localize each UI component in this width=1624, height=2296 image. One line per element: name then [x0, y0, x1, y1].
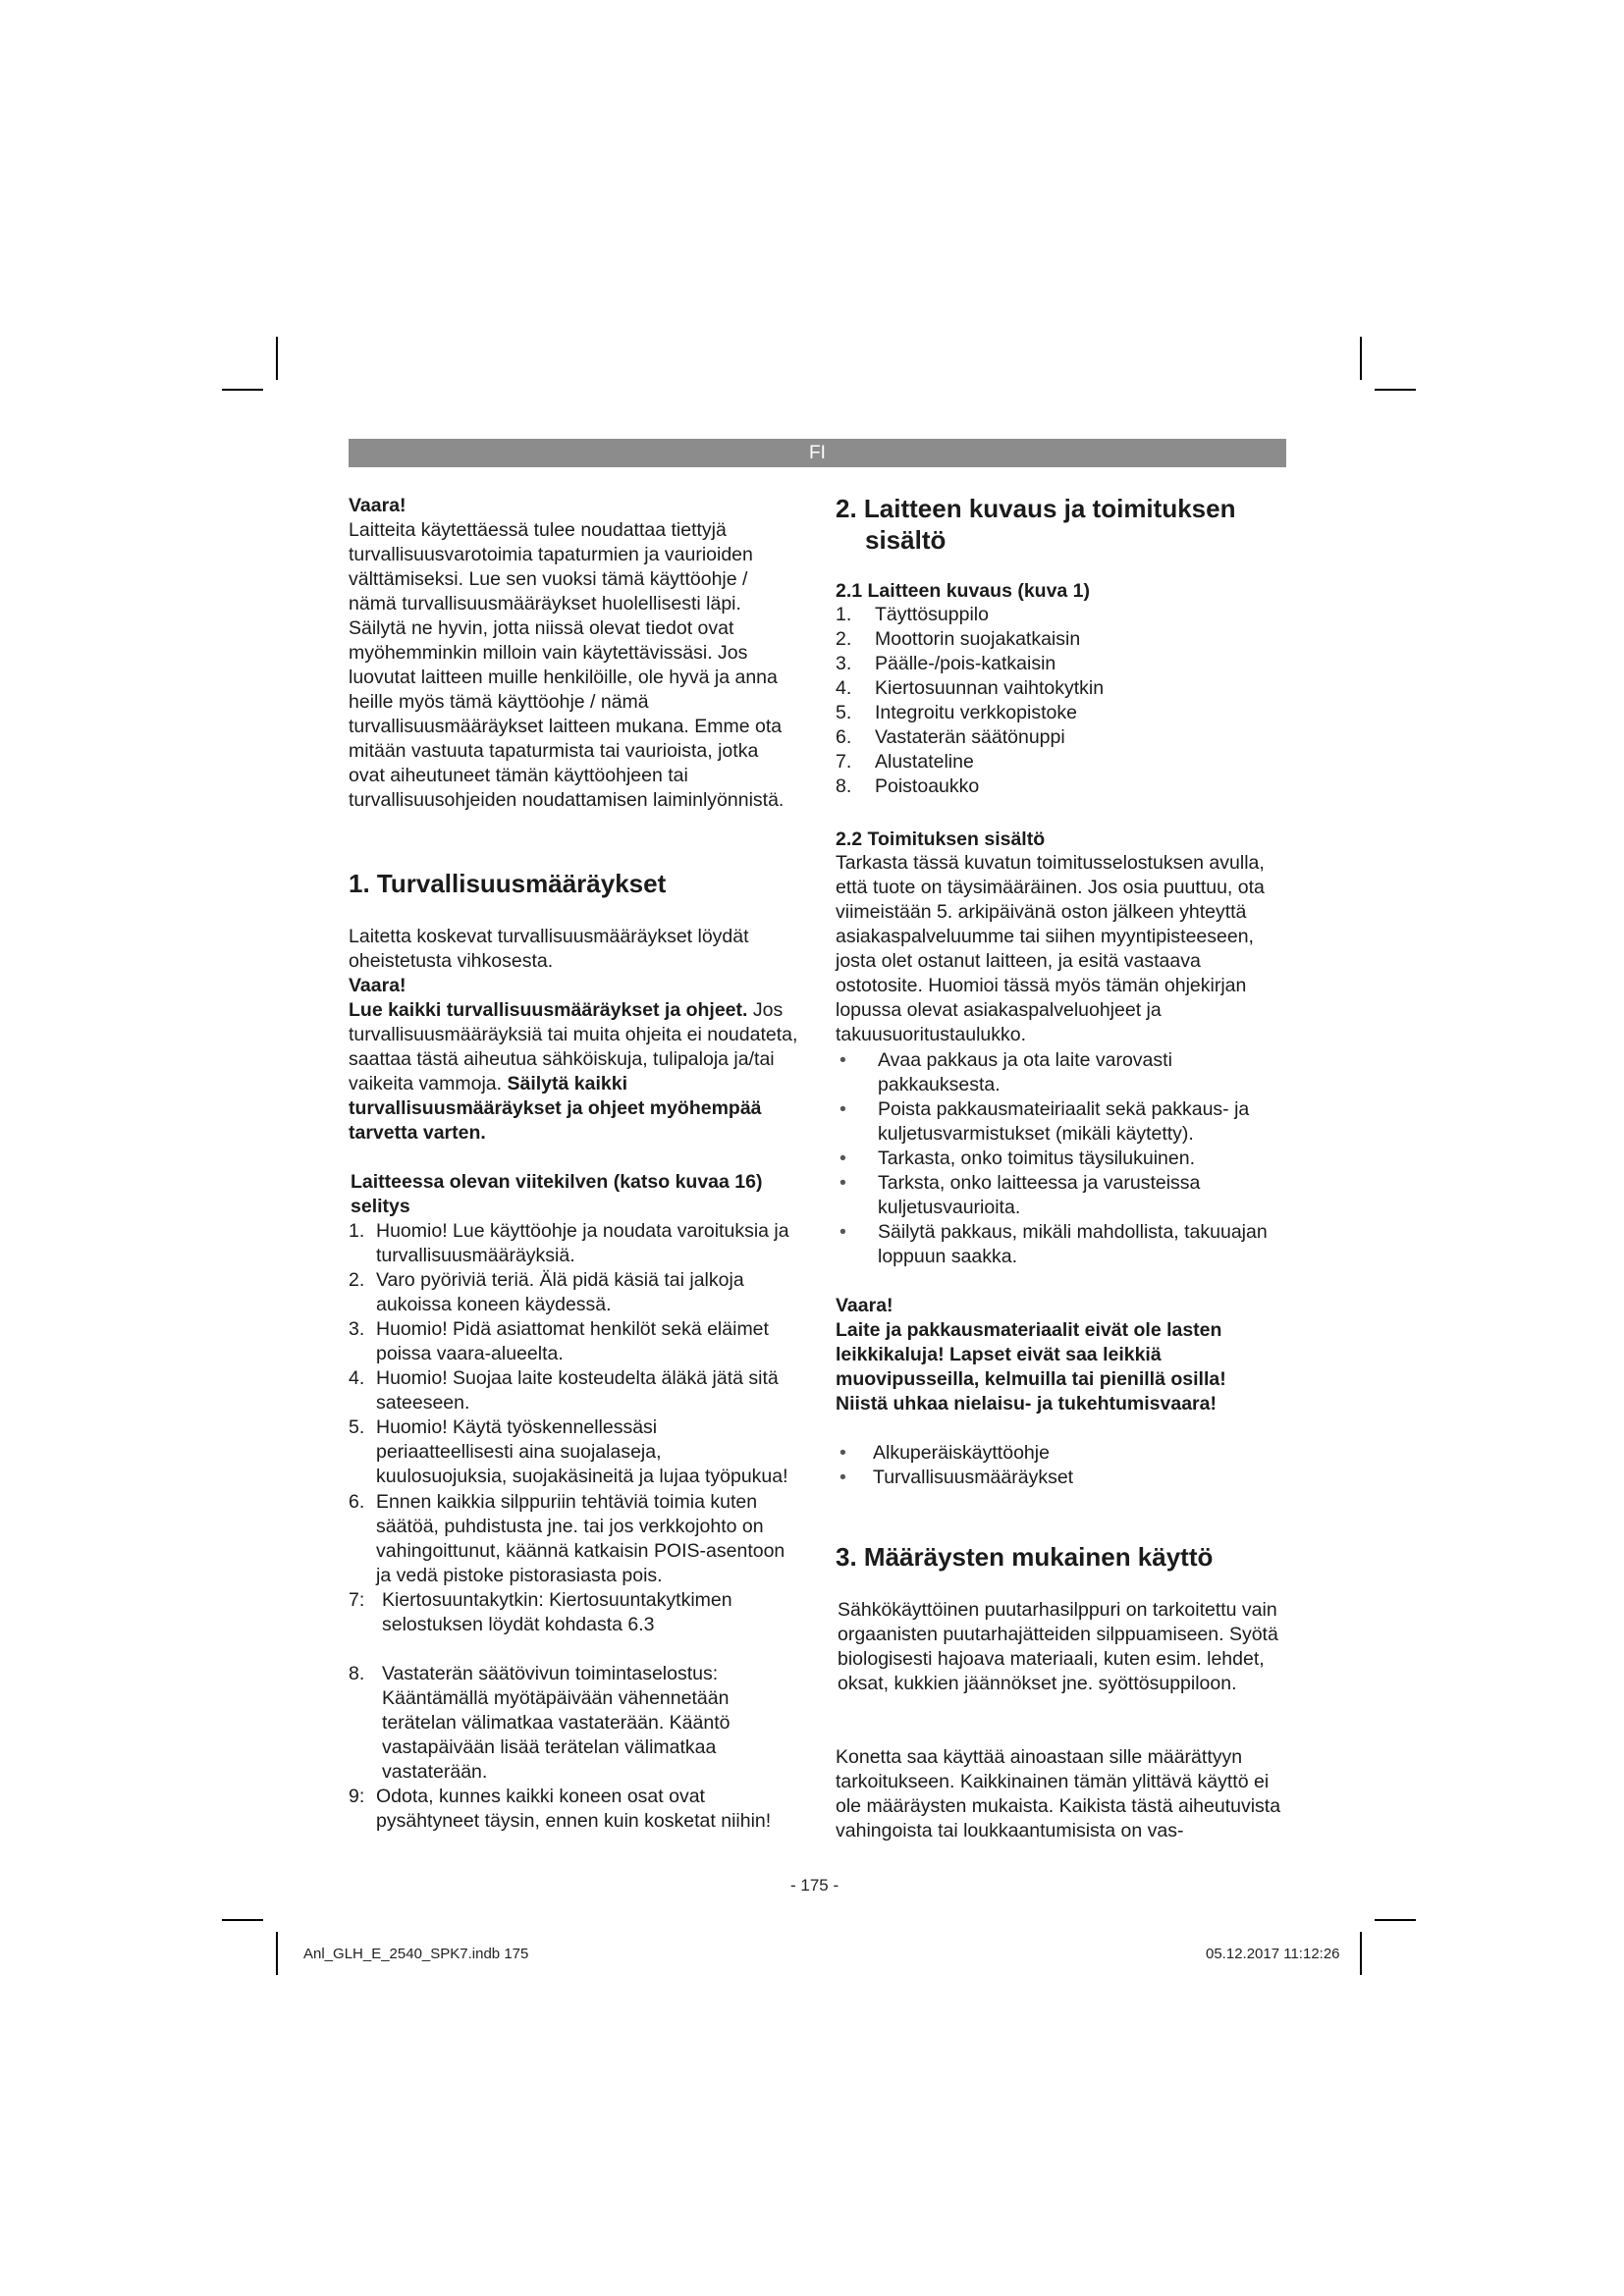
subsection-2-2-title: 2.2 Toimituksen sisältö — [836, 828, 1046, 850]
crop-mark — [1360, 1932, 1362, 1975]
crop-mark — [1360, 337, 1362, 380]
bullet-icon: • — [839, 1148, 846, 1169]
part-text: Alustateline — [875, 751, 974, 773]
warning-text: Jos turvallisuusmääräyksiä tai muita ohjeita ei noudateta, saattaa tästä aiheutua sähköiskuja, tulipaloja ja/tai vaikeita vammoja. — [349, 999, 798, 1095]
bullet-item — [836, 1097, 1282, 1147]
section-3-title: 3. Määräysten mukainen käyttö — [836, 1542, 1214, 1572]
label-text: Varo pyöriviä teriä. Älä pidä käsiä tai jalkoja aukoissa koneen käydessä. — [376, 1269, 744, 1315]
doc-item — [836, 1466, 1282, 1490]
part-number: 3. — [836, 653, 852, 674]
language-code: FI — [809, 443, 826, 463]
crop-mark — [222, 389, 263, 391]
label-number: 3. — [349, 1318, 365, 1340]
label-item — [349, 1219, 795, 1268]
bullet-icon: • — [839, 1467, 846, 1488]
section-1-intro: Laitetta koskevat turvallisuusmääräykset löydät oheistetusta vihkosesta. — [349, 926, 749, 972]
footer-timestamp: 05.12.2017 11:12:26 — [1206, 1946, 1340, 1962]
bullet-icon: • — [839, 1098, 846, 1120]
part-number: 7. — [836, 751, 852, 773]
label-text: Huomio! Suojaa laite kosteudelta äläkä jätä sitä sateeseen. — [376, 1367, 779, 1414]
section-2-title-cont: sisältö — [865, 525, 947, 555]
part-text: Integroitu verkkopistoke — [875, 702, 1077, 723]
bullet-text: Avaa pakkaus ja ota laite varovasti pakkauksesta. — [878, 1049, 1172, 1095]
warning-bold-text: Lue kaikki turvallisuusmääräykset ja ohjeet. — [349, 999, 748, 1021]
crop-mark — [222, 1919, 263, 1921]
doc-text: Alkuperäiskäyttöohje — [873, 1442, 1050, 1464]
label-item — [349, 1662, 795, 1785]
part-number: 8. — [836, 775, 852, 797]
label-text: Huomio! Lue käyttöohje ja noudata varoituksia ja turvallisuusmääräyksiä. — [376, 1220, 789, 1266]
bullet-icon: • — [839, 1221, 846, 1243]
section-3-paragraph: Sähkökäyttöinen puutarhasilppuri on tarkoitettu vain orgaanisten puutarhajätteiden silppuamiseen. Syötä biologisesti hajoava materiaali, kuten esim. lehdet, oksat, kukkien jäännökset jne. syöttösuppiloon. — [838, 1599, 1278, 1694]
label-number: 7: — [349, 1589, 365, 1611]
label-text: Kiertosuuntakytkin: Kiertosuuntakytkimen selostuksen löydät kohdasta 6.3 — [382, 1589, 732, 1635]
crop-mark — [1375, 389, 1416, 391]
doc-text: Turvallisuusmääräykset — [873, 1467, 1074, 1488]
part-item — [836, 652, 1282, 676]
doc-item — [836, 1441, 1282, 1466]
page-number: - 175 - — [790, 1876, 839, 1895]
label-item — [349, 1366, 795, 1415]
part-number: 1. — [836, 604, 852, 625]
warning-title: Vaara! — [349, 495, 406, 516]
label-number: 2. — [349, 1269, 365, 1291]
crop-mark — [276, 1932, 278, 1975]
section-1-title: 1. Turvallisuusmääräykset — [349, 869, 667, 898]
part-text: Kiertosuunnan vaihtokytkin — [875, 677, 1105, 699]
bullet-text: Säilytä pakkaus, mikäli mahdollista, takuuajan loppuun saakka. — [878, 1221, 1268, 1267]
label-item — [349, 1268, 795, 1317]
part-text: Täyttösuppilo — [875, 604, 989, 625]
part-text: Päälle-/pois-katkaisin — [875, 653, 1056, 674]
label-text: Huomio! Pidä asiattomat henkilöt sekä eläimet poissa vaara-alueelta. — [376, 1318, 769, 1364]
label-number: 9: — [349, 1786, 365, 1807]
part-item — [836, 676, 1282, 701]
label-number: 1. — [349, 1220, 365, 1242]
warning-bold-text: Laite ja pakkausmateriaalit eivät ole lasten leikkikaluja! Lapset eivät saa leikkiä muovipusseilla, kelmuilla tai pienillä osilla! Niistä uhkaa nielaisu- ja tukehtumisvaara! — [836, 1319, 1226, 1415]
label-text: Vastaterän säätövivun toimintaselostus: Kääntämällä myötäpäivään vähennetään terätelan välimatkaa vastaterään. Kääntö vastapäivään lisää terätelan välimatkaa vastaterään. — [382, 1663, 731, 1783]
language-header-bar — [349, 439, 1286, 467]
warning-block — [349, 998, 800, 1146]
bullet-item — [836, 1048, 1282, 1097]
label-text: Huomio! Käytä työskennellessäsi periaatteellisesti aina suojalaseja, kuulosuojuksia, suojakäsineitä ja lujaa työpukua! — [376, 1416, 788, 1487]
bullet-item — [836, 1220, 1282, 1269]
part-item — [836, 701, 1282, 725]
label-number: 8. — [349, 1663, 365, 1684]
part-text: Poistoaukko — [875, 775, 980, 797]
bullet-icon: • — [839, 1172, 846, 1194]
label-item — [349, 1785, 795, 1834]
footer-filename: Anl_GLH_E_2540_SPK7.indb 175 — [303, 1946, 529, 1962]
label-item — [349, 1317, 795, 1366]
crop-mark — [276, 337, 278, 380]
label-number: 5. — [349, 1416, 365, 1438]
subsection-2-1-title: 2.1 Laitteen kuvaus (kuva 1) — [836, 580, 1091, 602]
part-text: Vastaterän säätönuppi — [875, 726, 1065, 748]
label-item — [349, 1415, 795, 1489]
bullet-item — [836, 1171, 1282, 1220]
bullet-icon: • — [839, 1442, 846, 1464]
part-number: 5. — [836, 702, 852, 723]
bullet-text: Poista pakkausmateiriaalit sekä pakkaus- ja kuljetusvarmistukset (mikäli käytetty). — [878, 1098, 1250, 1145]
part-item — [836, 750, 1282, 774]
bullet-item — [836, 1147, 1282, 1171]
label-text: Odota, kunnes kaikki koneen osat ovat pysähtyneet täysin, ennen kuin kosketat niihin! — [376, 1786, 772, 1832]
section-2-title: 2. Laitteen kuvaus ja toimituksen — [836, 494, 1236, 523]
part-item — [836, 774, 1282, 799]
label-text: Ennen kaikkia silppuriin tehtäviä toimia kuten säätöä, puhdistusta jne. tai jos verkkojohto on vahingoittunut, käännä katkaisin POIS-asentoon ja vedä pistoke pistorasiasta pois. — [376, 1491, 785, 1586]
part-number: 2. — [836, 628, 852, 650]
warning-text: Laitteita käytettäessä tulee noudattaa tiettyjä turvallisuusvarotoimia tapaturmien ja vaurioiden välttämiseksi. Lue sen vuoksi tämä käyttöohje / nämä turvallisuusmääräykset huolellisesti läpi. Säilytä ne hyvin, jotta niissä olevat tiedot ovat myöhemminkin milloin vain käytettävissäsi. Jos luovutat laitteen muille henkilöille, ole hyvä ja anna heille myös tämä käyttöohje / nämä turvallisuusmääräykset laitteen mukana. Emme ota mitään vastuuta tapaturmista tai vaurioista, jotka ovat aiheutuneet tämän käyttöohjeen tai turvallisuusohjeiden noudattamisen laiminlyönnistä. — [349, 519, 785, 811]
part-item — [836, 725, 1282, 750]
label-number: 6. — [349, 1491, 365, 1513]
part-text: Moottorin suojakatkaisin — [875, 628, 1081, 650]
labels-title: Laitteessa olevan viitekilven (katso kuvaa 16) selitys — [351, 1171, 763, 1217]
delivery-text: Tarkasta tässä kuvatun toimitusselostuksen avulla, että tuote on täysimääräinen. Jos osia puuttuu, ota viimeistään 5. arkipäivänä oston jälkeen yhteyttä asiakaspalveluumme tai siihen myyntipisteeseen, josta olet ostanut laitteen, ja esitä vastaava ostotosite. Huomioi tässä myös tämän ohjekirjan lopussa olevat asiakaspalveluohjeet ja takuusuoritustaulukko. — [836, 852, 1265, 1045]
part-item — [836, 603, 1282, 627]
bullet-text: Tarksta, onko laitteessa ja varusteissa kuljetusvaurioita. — [878, 1172, 1201, 1218]
part-number: 6. — [836, 726, 852, 748]
label-item — [349, 1490, 795, 1588]
part-item — [836, 627, 1282, 652]
warning-bold-text: Säilytä kaikki turvallisuusmääräykset ja ohjeet myöhempää tarvetta varten. — [349, 1073, 762, 1144]
section-3-paragraph: Konetta saa käyttää ainoastaan sille määrättyyn tarkoitukseen. Kaikkinainen tämän ylittävä käyttö ei ole määräysten mukaista. Kaikista tästä aiheutuvista vahingoista tai loukkaantumisista on vas- — [836, 1746, 1281, 1842]
label-item — [349, 1588, 795, 1637]
bullet-icon: • — [839, 1049, 846, 1071]
bullet-text: Tarkasta, onko toimitus täysilukuinen. — [878, 1148, 1195, 1169]
part-number: 4. — [836, 677, 852, 699]
warning-title: Vaara! — [836, 1295, 893, 1316]
label-number: 4. — [349, 1367, 365, 1389]
warning-title: Vaara! — [349, 975, 406, 996]
crop-mark — [1375, 1919, 1416, 1921]
